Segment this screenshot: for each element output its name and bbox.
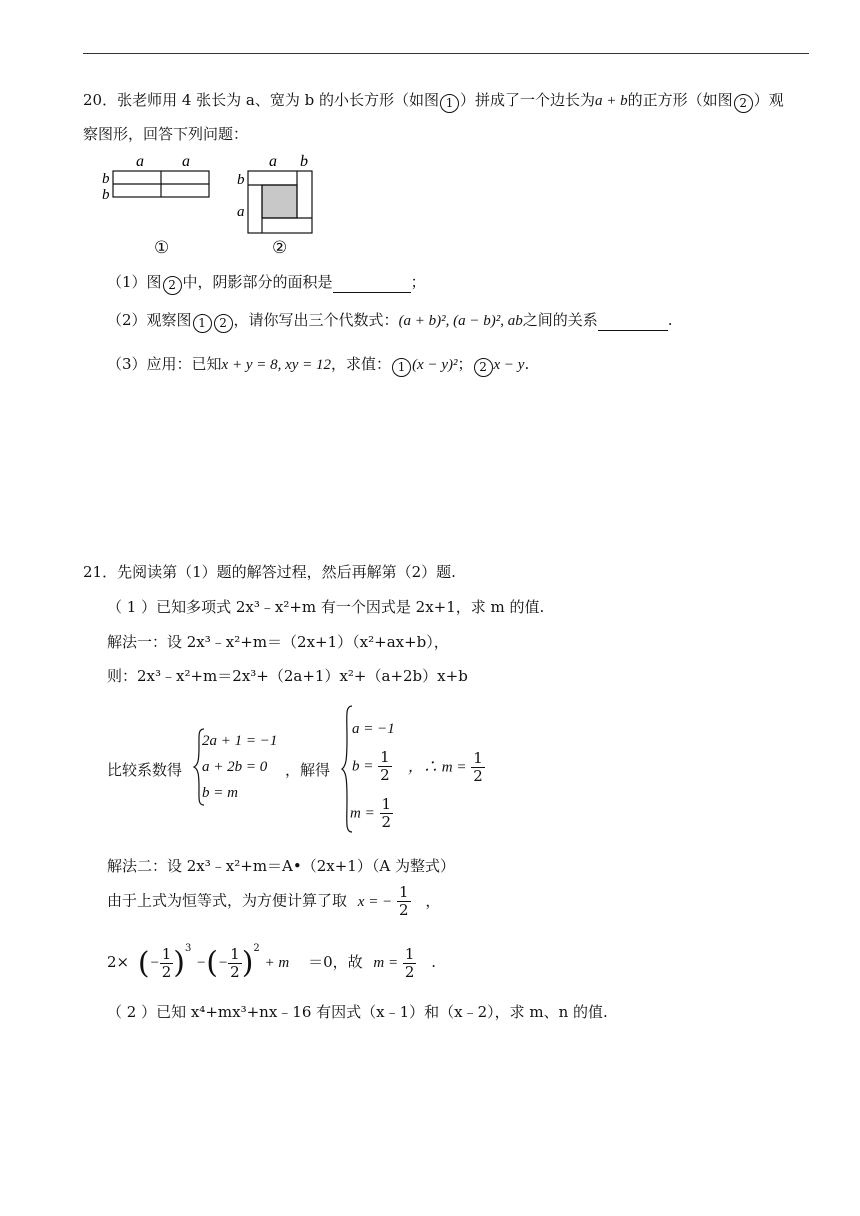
circled-number-2: 2 (474, 358, 493, 377)
math-expr: (x − y)² (412, 357, 458, 373)
figure-1-diagram (100, 150, 215, 210)
q20-part1: （1）图 2 中，阴影部分的面积是 ； (107, 272, 426, 295)
q20-part2: （2）观察图 1 2 ，请你写出三个代数式：(a + b)², (a − b)², ab之间的关系 . (107, 310, 673, 333)
system1-eq1: 2a + 1 = −1 (202, 733, 278, 749)
fig2-label-a-left: a (237, 204, 245, 220)
fig1-label-b1: b (102, 171, 110, 187)
math-expr: x + y = 8, xy = 12 (221, 357, 332, 373)
circled-number-1: 1 (392, 358, 411, 377)
solve-label: ，解得 (285, 761, 331, 779)
fig2-label-b: b (300, 153, 308, 170)
math-expr: a + b (595, 93, 628, 109)
answer-blank (598, 310, 668, 331)
figure-1-label: ① (154, 238, 170, 258)
q21-solution1-line1: 解法一：设 2x³﹣x²+m＝（2x+1）（x²+ax+b）， (107, 633, 449, 651)
system2-eq2: b = $\frac{1}{2}$ (352, 748, 390, 784)
q20-text: 的正方形（如图 (627, 91, 733, 109)
q20-text: ）观 (753, 91, 784, 109)
q20-text: 20．张老师用 4 张长为 a、宽为 b 的小长方形（如图 (83, 91, 440, 109)
circled-number-2: 2 (214, 314, 233, 333)
math-expr: x − y (493, 357, 525, 373)
compare-label: 比较系数得 (107, 761, 183, 779)
q21-line1: 21．先阅读第（1）题的解答过程，然后再解第（2）题. (83, 563, 456, 581)
fraction-one-half: $\frac{1}{2}$ (398, 883, 409, 919)
system1-eq3: b = m (202, 785, 238, 801)
q20-text: ）拼成了一个边长为 (460, 91, 596, 109)
therefore-m: ，∴ m = $\frac{1}{2}$ (408, 749, 483, 785)
circled-number-1: 1 (440, 94, 459, 113)
system1-eq2: a + 2b = 0 (202, 759, 268, 775)
fig2-label-a: a (269, 153, 277, 170)
fig2-label-b-left: b (237, 172, 245, 188)
fig2-shaded-square (262, 185, 297, 218)
fraction-one-half: $\frac{1}{2}$ (473, 749, 483, 785)
q21-solution1-line2: 则：2x³﹣x²+m＝2x³+（2a+1）x²+（a+2b）x+b (107, 667, 468, 685)
fig1-label-b2: b (102, 187, 110, 203)
fig1-label-a1: a (136, 153, 144, 170)
q21-solution2-line3: 2× (− $\frac{1}{2}$ )$^3$ −(− $\frac{1}{2}$ )$^2$ + m ＝0，故 m = $\frac{1}{2}$ . (107, 943, 436, 981)
header-rule (83, 53, 809, 54)
q21-part2: （ 2 ）已知 x⁴+mx³+nx﹣16 有因式（x﹣1）和（x﹣2），求 m、n 的值. (107, 1003, 608, 1021)
q20-line1 (83, 90, 784, 113)
fig1-label-a2: a (182, 153, 190, 170)
figure-2-label: ② (272, 238, 288, 258)
fraction-one-half: $\frac{1}{2}$ (380, 748, 390, 784)
system2-eq3: m = $\frac{1}{2}$ (350, 795, 392, 831)
q21-part1: （ 1 ）已知多项式 2x³﹣x²+m 有一个因式是 2x+1，求 m 的值. (107, 598, 545, 616)
system2-eq1: a = −1 (352, 721, 395, 737)
q21-solution2-line2: 由于上式为恒等式，为方便计算了取 x = − $\frac{1}{2}$ ， (107, 883, 441, 919)
q20-part3: （3）应用：已知x + y = 8, xy = 12，求值： 1 (x − y)²； 2 x − y. (107, 354, 529, 377)
q20-line2: 察图形，回答下列问题： (83, 125, 249, 143)
math-expr: (a + b)², (a − b)², ab (398, 313, 523, 329)
circled-number-2: 2 (163, 276, 182, 295)
fraction-one-half: $\frac{1}{2}$ (161, 944, 172, 981)
answer-blank (333, 272, 411, 293)
fraction-one-half: $\frac{1}{2}$ (230, 944, 240, 981)
circled-number-1: 1 (193, 314, 212, 333)
circled-number-2: 2 (734, 94, 753, 113)
fraction-one-half: $\frac{1}{2}$ (404, 944, 415, 981)
figure-2-diagram (234, 150, 324, 236)
fraction-one-half: $\frac{1}{2}$ (381, 795, 392, 831)
q21-solution2-line1: 解法二：设 2x³﹣x²+m＝A•（2x+1）（A 为整式） (107, 857, 455, 875)
